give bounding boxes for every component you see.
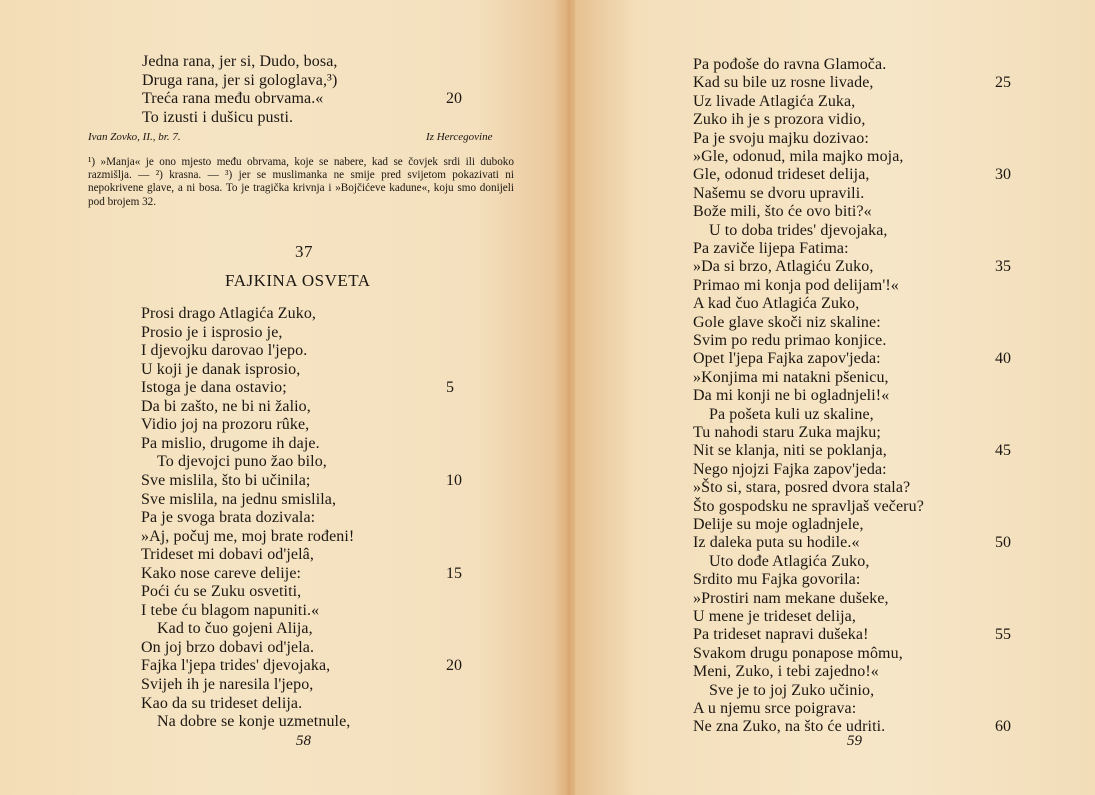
- verse-line: Pa trideset napravi dušeka!: [693, 626, 869, 644]
- verse-line: Pa mislio, drugome ih daje.: [141, 434, 320, 452]
- verse-line: Ne zna Zuko, na što će udriti.: [693, 718, 886, 736]
- verse-line: »Gle, odonud, mila majko moja,: [693, 148, 904, 165]
- verse-line: Kad su bile uz rosne livade,: [693, 74, 874, 92]
- verse-line: Pa zaviče lijepa Fatima:: [693, 240, 849, 257]
- line-number: 10: [446, 471, 462, 489]
- verse-line: Svakom drugu ponapose mômu,: [693, 644, 903, 662]
- verse-line: Kad to čuo gojeni Alija,: [157, 620, 313, 638]
- verse-line: Gle, odonud trideset delija,: [693, 166, 870, 184]
- verse-line: Treća rana među obrvama.«: [142, 90, 324, 108]
- line-number: 60: [995, 718, 1011, 736]
- poem-number: 37: [295, 242, 313, 261]
- verse-line: Nego njojzi Fajka zapov'jeda:: [693, 460, 887, 478]
- verse-line: Sve mislila, na jednu smislila,: [141, 490, 337, 508]
- verse-line: Druga rana, jer si gologlava,³): [142, 71, 338, 89]
- verse-line: »Aj, počuj me, moj brate rođeni!: [141, 527, 355, 545]
- verse-line: Kao da su trideset delija.: [141, 694, 303, 712]
- verse-line: To djevojci puno žao bilo,: [157, 453, 327, 471]
- verse-line: Sve je to joj Zuko učinio,: [709, 681, 875, 699]
- line-number: 20: [446, 657, 462, 675]
- verse-line: A kad čuo Atlagića Zuko,: [693, 295, 860, 313]
- poem-title: FAJKINA OSVETA: [225, 271, 371, 290]
- verse-line: »Da si brzo, Atlagiću Zuko,: [693, 258, 874, 276]
- verse-line: Prosio je i isprosio je,: [141, 323, 283, 341]
- right-page: [575, 0, 1095, 795]
- verse-line: I tebe ću blagom napuniti.«: [141, 601, 320, 619]
- verse-line: A u njemu srce poigrava:: [693, 700, 857, 717]
- verse-line: Fajka l'jepa trides' djevojaka,: [141, 657, 331, 675]
- verse-line: U koji je danak isprosio,: [141, 360, 301, 378]
- verse-line: Uto dođe Atlagića Zuko,: [709, 552, 870, 570]
- verse-line: Opet l'jepa Fajka zapov'jeda:: [693, 350, 881, 368]
- verse-line: Tu nahodi staru Zuka majku;: [693, 424, 881, 441]
- verse-line: Svim po redu primao konjice.: [693, 332, 887, 349]
- verse-line: Svijeh ih je naresila l'jepo,: [141, 676, 314, 693]
- verse-line: Prosi drago Atlagića Zuko,: [141, 305, 317, 322]
- verse-line: I djevojku darovao l'jepo.: [141, 342, 308, 360]
- line-number: 55: [995, 626, 1011, 644]
- verse-line: Našemu se dvoru upravili.: [693, 184, 865, 202]
- verse-line: Jedna rana, jer si, Dudo, bosa,: [142, 53, 338, 70]
- line-number: 15: [446, 564, 462, 582]
- verse-line: On joj brzo dobavi od'jela.: [141, 638, 315, 656]
- line-number: 30: [995, 166, 1011, 184]
- verse-line: »Što si, stara, posred dvora stala?: [693, 479, 911, 497]
- verse-line: Iz daleka puta su hodile.«: [693, 534, 860, 552]
- verse-line: U mene je trideset delija,: [693, 608, 856, 625]
- line-number: 5: [446, 379, 454, 397]
- verse-line: Kako nose careve delije:: [141, 564, 302, 582]
- verse-line: Primao mi konja pod delijam'!«: [693, 276, 899, 294]
- line-number: 25: [995, 74, 1011, 92]
- verse-line: Pa je svoga brata dozivala:: [141, 509, 316, 527]
- verse-line: Trideset mi dobavi od'jelâ,: [141, 546, 314, 564]
- line-number: 35: [995, 258, 1011, 276]
- line-number: 50: [995, 534, 1011, 552]
- footnote: ¹) »Manja« je ono mjesto među obrvama, koje se nabere, kad se čovjek srdi ili duboko razmišlja. — ²) krasna. — ³) jer se muslimanka ne smije pred svijetom pokazivati ni nepokrivene glave, a ni bosa. To je tragička krivnja i »Bojčićeve kadune«, koju smo donijeli pod brojem 32.: [88, 156, 514, 208]
- verse-line: Nit se klanja, niti se poklanja,: [693, 442, 887, 460]
- verse-line: »Prostiri nam mekane dušeke,: [693, 589, 889, 607]
- verse-line: Zuko ih je s prozora vidio,: [693, 111, 866, 129]
- verse-line: Srdito mu Fajka govorila:: [693, 571, 861, 589]
- verse-line: Delije su moje ogladnjele,: [693, 516, 864, 533]
- verse-line: Da bi zašto, ne bi ni žalio,: [141, 397, 311, 415]
- verse-line: Poći ću se Zuku osvetiti,: [141, 583, 302, 601]
- verse-line: Na dobre se konje uzmetnule,: [157, 713, 351, 731]
- verse-line: »Konjima mi natakni pšenicu,: [693, 368, 889, 386]
- page-number: 58: [296, 733, 311, 749]
- page-number: 59: [847, 733, 862, 749]
- verse-line: Meni, Zuko, i tebi zajedno!«: [693, 663, 879, 681]
- verse-line: Da mi konji ne bi ogladnjeli!«: [693, 387, 890, 405]
- line-number: 40: [995, 350, 1011, 368]
- verse-line: To izusti i dušicu pusti.: [142, 108, 294, 126]
- verse-line: U to doba trides' djevojaka,: [709, 221, 888, 239]
- verse-line: Pa pođoše do ravna Glamoča.: [693, 56, 887, 73]
- line-number: 45: [995, 442, 1011, 460]
- verse-line: Gole glave skoči niz skaline:: [693, 313, 881, 331]
- verse-line: Sve mislila, što bi učinila;: [141, 471, 311, 489]
- line-number: 20: [446, 90, 462, 107]
- verse-line: Uz livade Atlagića Zuka,: [693, 92, 856, 110]
- source-author: Ivan Zovko, II., br. 7.: [88, 131, 181, 143]
- verse-line: Vidio joj na prozoru rûke,: [141, 416, 310, 434]
- verse-line: Pa pošeta kuli uz skaline,: [709, 405, 874, 423]
- verse-line: Bože mili, što će ovo biti?«: [693, 203, 872, 221]
- source-region: Iz Hercegovine: [426, 131, 493, 143]
- verse-line: Pa je svoju majku dozivao:: [693, 129, 869, 147]
- verse-line: Što gospodsku ne spravljaš večeru?: [693, 497, 924, 515]
- verse-line: Istoga je dana ostavio;: [141, 379, 287, 397]
